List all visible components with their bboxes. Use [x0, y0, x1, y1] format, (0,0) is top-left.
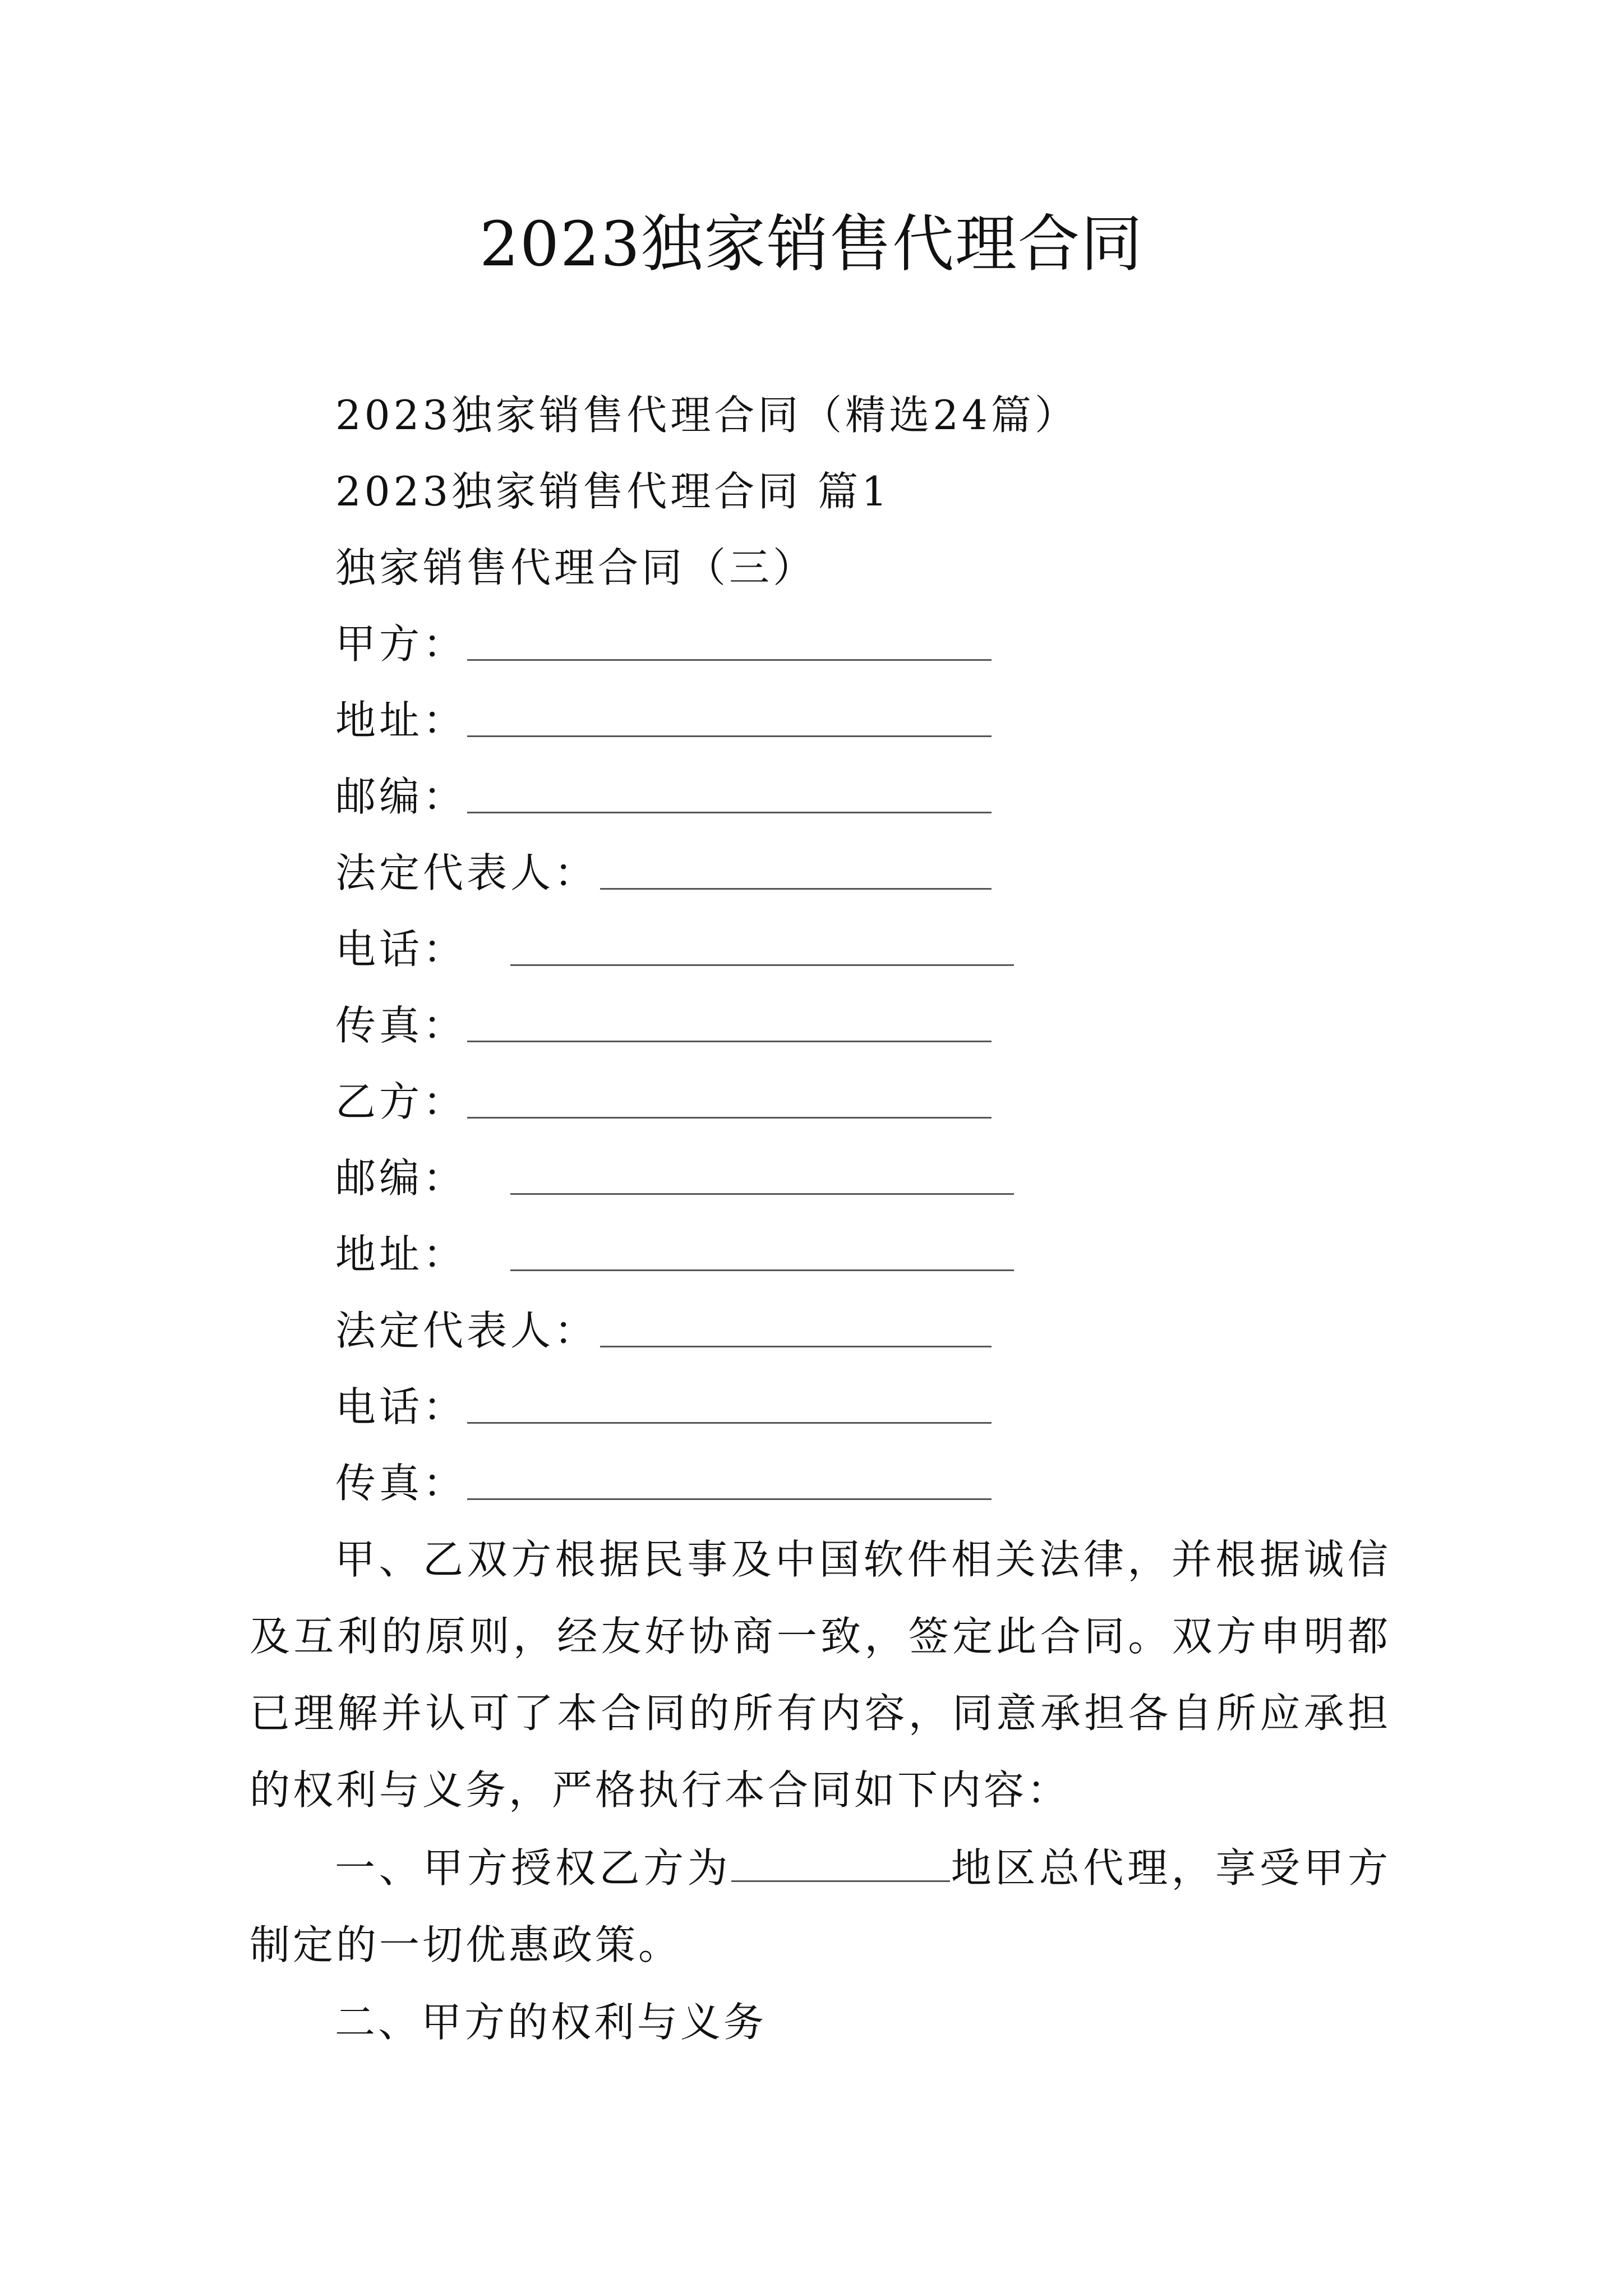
- fill-blank: [467, 1498, 992, 1500]
- field-label: 电话：: [335, 926, 467, 973]
- party-a-fax-field: [335, 997, 467, 1053]
- subtitle-part: 2023独家销售代理合同 篇1: [335, 468, 891, 515]
- field-label: 乙方：: [335, 1078, 467, 1125]
- fill-blank: [467, 659, 992, 661]
- party-a-field: [335, 616, 467, 672]
- field-label: 传真：: [335, 1460, 467, 1507]
- party-b-address-field: [335, 1226, 467, 1282]
- field-label: 邮编：: [335, 773, 467, 820]
- party-b-legal-rep-field: [335, 1303, 598, 1359]
- fill-blank: [510, 964, 1014, 966]
- region-blank: [731, 1847, 950, 1882]
- clause-1: [250, 1830, 1391, 1984]
- field-label: 甲方：: [335, 620, 467, 668]
- document-title: 2023独家销售代理合同: [479, 208, 1144, 280]
- field-label: 邮编：: [335, 1154, 467, 1202]
- section-title: 独家销售代理合同（三）: [335, 544, 817, 591]
- field-label: 电话：: [335, 1383, 467, 1430]
- party-b-field: [335, 1074, 467, 1130]
- fill-blank: [467, 1422, 992, 1424]
- party-a-legal-rep-field: [335, 845, 598, 901]
- field-label: 法定代表人：: [335, 1307, 598, 1354]
- party-b-postcode-field: [335, 1150, 467, 1206]
- party-a-postcode-field: [335, 769, 467, 825]
- fill-blank: [467, 1041, 992, 1042]
- party-a-address-field: [335, 692, 467, 748]
- fill-blank: [467, 735, 992, 737]
- fill-blank: [600, 888, 992, 890]
- fill-blank: [467, 812, 992, 813]
- party-b-fax-field: [335, 1455, 467, 1511]
- subtitle-collection: 2023独家销售代理合同（精选24篇）: [335, 392, 1078, 439]
- fill-blank: [510, 1193, 1014, 1195]
- party-b-phone-field: [335, 1379, 467, 1435]
- clause-1-text-end: 地区总代理，享受甲方制定的一切优惠政策。: [250, 1844, 1391, 1968]
- fill-blank: [467, 1117, 992, 1119]
- clause-1-text-start: 一、甲方授权乙方为: [335, 1844, 732, 1892]
- field-label: 地址：: [335, 697, 467, 744]
- party-a-phone-field: [335, 921, 467, 977]
- field-label: 传真：: [335, 1002, 467, 1049]
- fill-blank: [600, 1346, 992, 1347]
- fill-blank: [510, 1269, 1014, 1271]
- intro-paragraph: 甲、乙双方根据民事及中国软件相关法律，并根据诚信及互利的原则，经友好协商一致，签定此合同。双方申明都已理解并认可了本合同的所有内容，同意承担各自所应承担的权利与义务，严格执行本合同如下内容：: [250, 1536, 1391, 1814]
- field-label: 地址：: [335, 1231, 467, 1278]
- clause-2: 二、甲方的权利与义务: [335, 1999, 767, 2046]
- field-label: 法定代表人：: [335, 849, 598, 896]
